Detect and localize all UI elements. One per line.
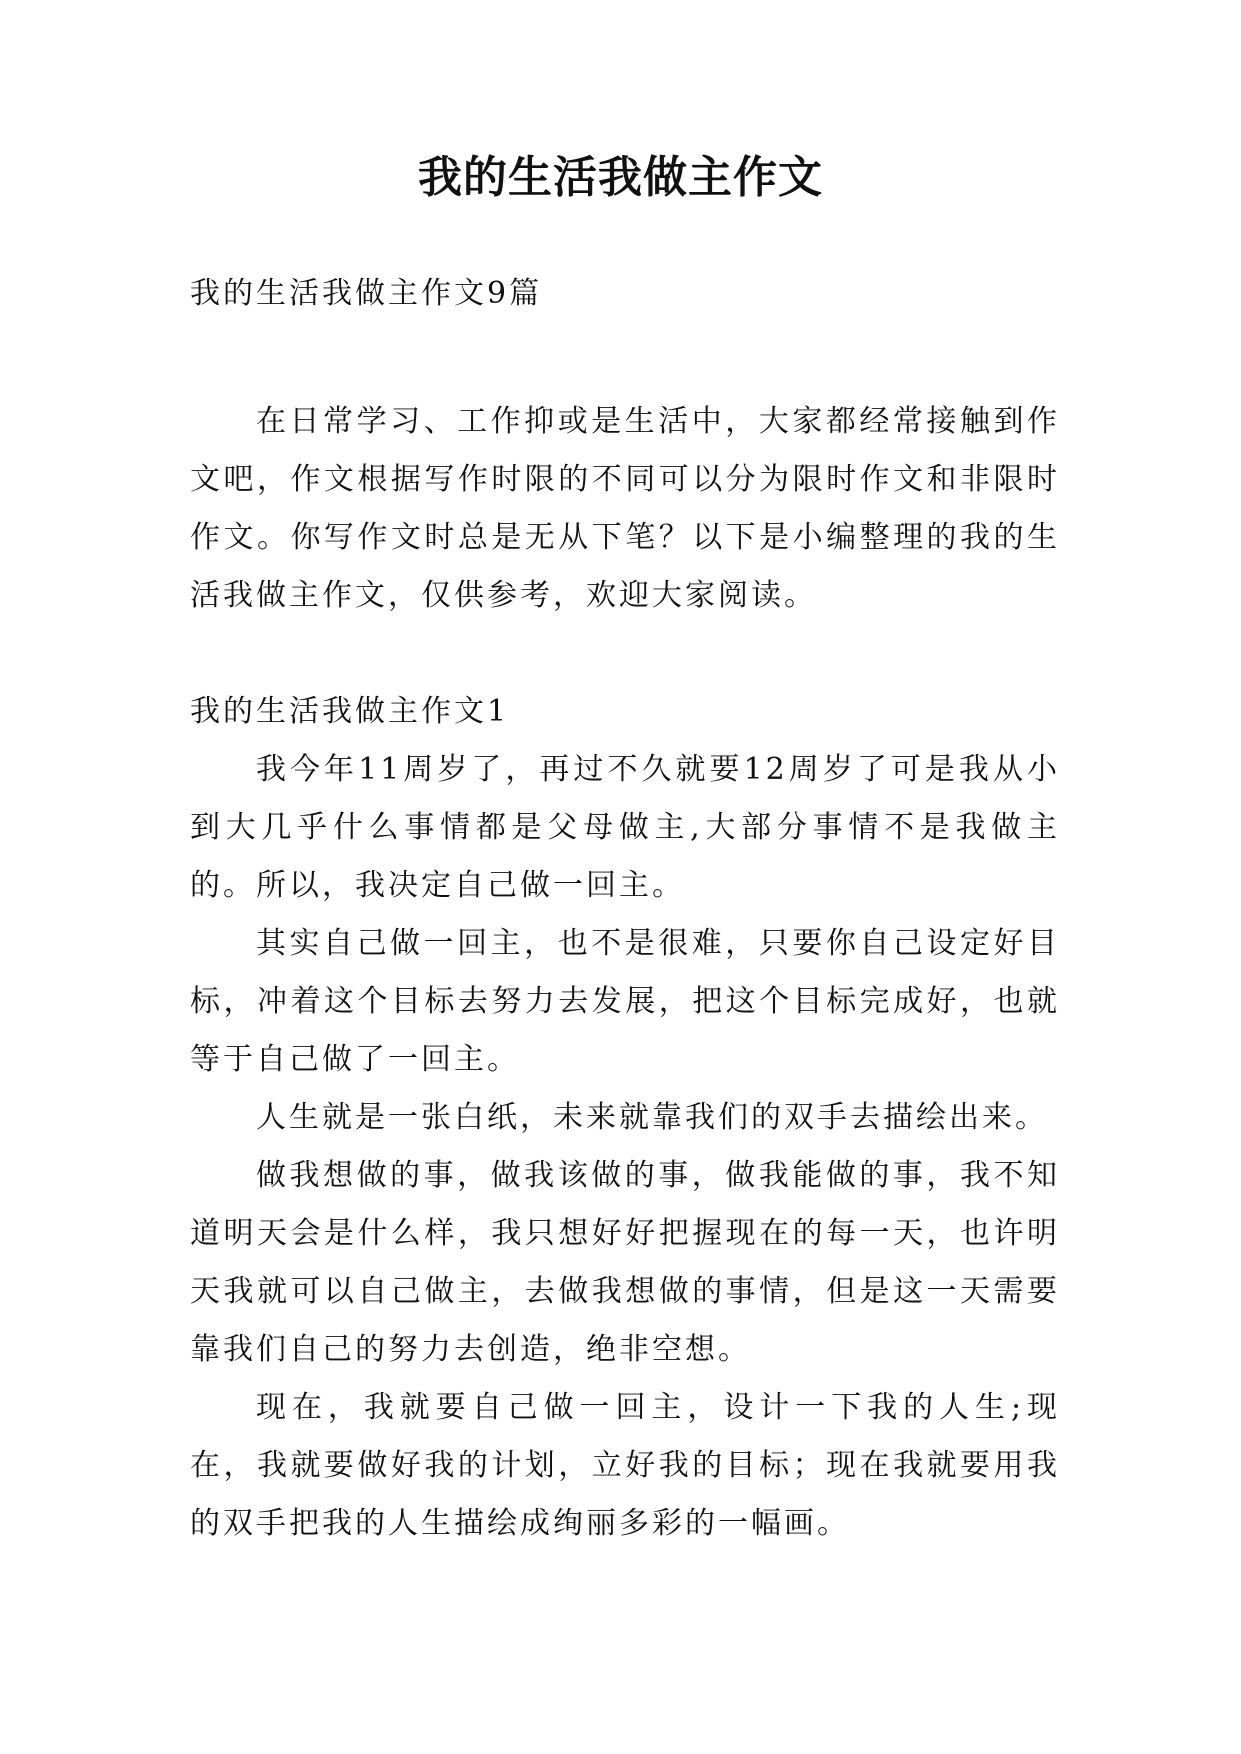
- body-paragraph: 我今年11周岁了，再过不久就要12周岁了可是我从小到大几乎什么事情都是父母做主,大部分事情不是我做主的。所以，我决定自己做一回主。: [190, 752, 1060, 903]
- body-paragraph: 人生就是一张白纸，未来就靠我们的双手去描绘出来。: [256, 1100, 1048, 1135]
- body-paragraph: 其实自己做一回主，也不是很难，只要你自己设定好目标，冲着这个目标去努力去发展，把这个目标完成好，也就等于自己做了一回主。: [190, 926, 1060, 1077]
- body-paragraph: 现在，我就要自己做一回主，设计一下我的人生;现在，我就要做好我的计划，立好我的目标；现在我就要用我的双手把我的人生描绘成绚丽多彩的一幅画。: [190, 1390, 1060, 1541]
- document-title: 我的生活我做主作文: [418, 152, 823, 203]
- document-subtitle: 我的生活我做主作文9篇: [190, 276, 543, 311]
- section-heading: 我的生活我做主作文1: [190, 694, 510, 729]
- intro-block: [190, 393, 1060, 625]
- body-paragraph: 做我想做的事，做我该做的事，做我能做的事，我不知道明天会是什么样，我只想好好把握现在的每一天，也许明天我就可以自己做主，去做我想做的事情，但是这一天需要靠我们自己的努力去创造，绝非空想。: [190, 1158, 1060, 1367]
- essay-section: [190, 683, 1060, 1553]
- intro-paragraph: 在日常学习、工作抑或是生活中，大家都经常接触到作文吧，作文根据写作时限的不同可以分为限时作文和非限时作文。你写作文时总是无从下笔？以下是小编整理的我的生活我做主作文，仅供参考，欢迎大家阅读。: [190, 404, 1060, 613]
- subtitle-block: [190, 265, 1060, 323]
